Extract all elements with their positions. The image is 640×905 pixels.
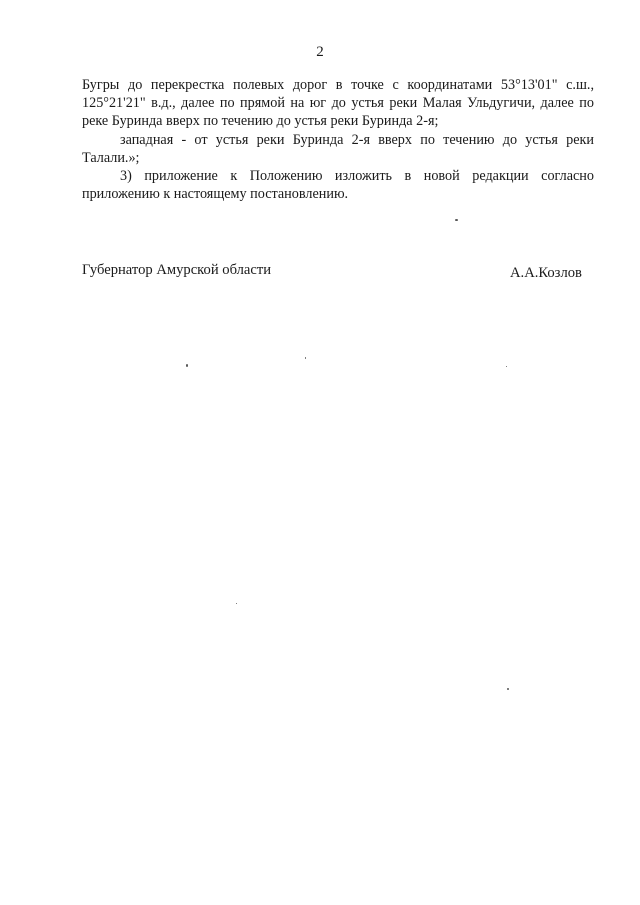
paragraph-appendix-amendment: 3) приложение к Положению изложить в новой редакции согласно приложению к настоящему постановлению.	[82, 168, 594, 203]
document-body	[82, 76, 594, 203]
scan-speck	[186, 364, 188, 367]
scan-speck	[506, 366, 507, 367]
scan-speck	[507, 688, 509, 690]
signatory-name: А.А.Козлов	[510, 265, 582, 281]
signatory-title: Губернатор Амурской области	[82, 262, 272, 278]
scan-speck	[455, 219, 458, 221]
paragraph-boundary-continuation: Бугры до перекрестка полевых дорог в точке с координатами 53°13'01" с.ш., 125°21'21" в.д., далее по прямой на юг до устья реки Малая Ульдугичи, далее по реке Буринда вверх по течению до устья реки Буринда 2-я;	[82, 77, 594, 130]
page-number: 2	[316, 44, 324, 60]
paragraph-western-boundary: западная - от устья реки Буринда 2-я вверх по течению до устья реки Талали.»;	[82, 131, 594, 166]
scan-speck	[305, 357, 306, 359]
scan-speck	[236, 603, 237, 604]
